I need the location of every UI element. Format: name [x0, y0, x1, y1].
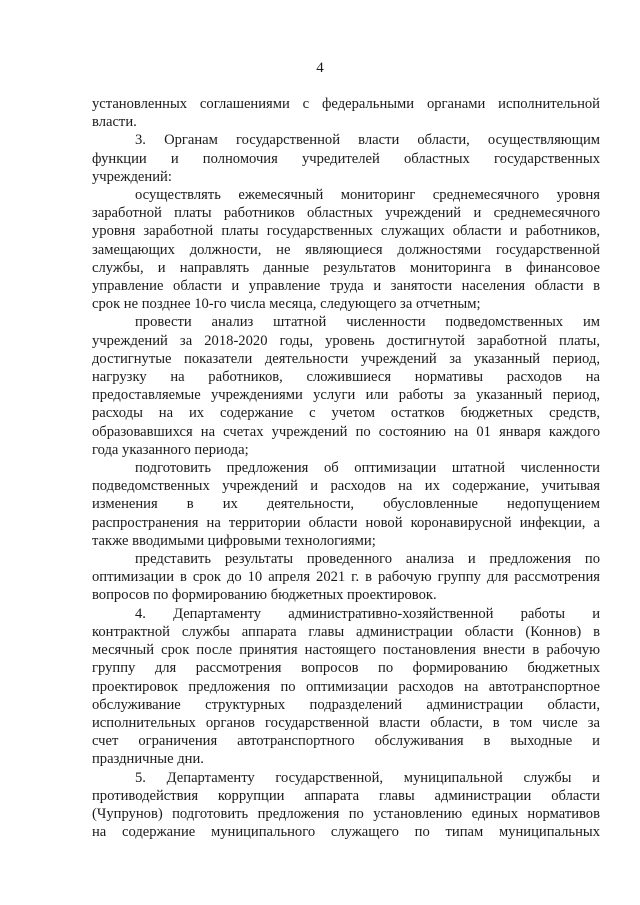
text-line: расходы на их содержание с учетом остатков бюджетных средств, [92, 405, 600, 422]
text-line: на содержание муниципального служащего по типам муниципальных [92, 824, 600, 841]
text-line: исполнительных органов государственной власти области, в том числе за [92, 714, 600, 731]
document-body [92, 95, 600, 841]
paragraph-3-start: 3. Органам государственной власти области, осуществляющим [135, 132, 600, 149]
text-line: управление области и управление труда и занятости населения области в [92, 278, 600, 295]
text-line: проектировок предложения по оптимизации расходов на автотранспортное [92, 678, 600, 695]
text-line: подведомственных учреждений и расходов на их содержание, учитывая [92, 478, 600, 495]
text-line: оптимизации в срок до 10 апреля 2021 г. в рабочую группу для рассмотрения [92, 569, 600, 586]
text-line: представить результаты проведенного анализа и предложения по [135, 551, 600, 568]
text-line: службы, и направлять данные результатов мониторинга в финансовое [92, 259, 600, 276]
text-line: изменения в их деятельности, обусловленные недопущением [92, 496, 600, 513]
text-line: функции и полномочия учредителей областных государственных [92, 150, 600, 167]
text-line: контрактной службы аппарата главы администрации области (Коннов) в [92, 623, 600, 640]
text-line: счет ограничения автотранспортного обслуживания в выходные и [92, 733, 600, 750]
text-line: предоставляемые учреждениями услуги или работы за указанный период, [92, 387, 600, 404]
text-line: подготовить предложения об оптимизации штатной численности [135, 460, 600, 477]
text-line: обслуживание структурных подразделений администрации области, [92, 696, 600, 713]
text-line: замещающих должности, не являющиеся должностями государственной [92, 241, 600, 258]
text-line: месячный срок после принятия настоящего постановления внести в рабочую [92, 642, 600, 659]
paragraph-5-start: 5. Департаменту государственной, муниципальной службы и [135, 769, 600, 786]
text-line: установленных соглашениями с федеральными органами исполнительной [92, 96, 600, 112]
text-line: заработной платы работников областных учреждений и среднемесячного [92, 205, 600, 222]
text-line: противодействия коррупции аппарата главы администрации области [92, 787, 600, 804]
text-line: власти. [92, 114, 137, 131]
text-line: уровня заработной платы государственных служащих области и работников, [92, 223, 600, 240]
text-line: учреждений: [92, 168, 172, 185]
paragraph-4-start: 4. Департаменту административно-хозяйственной работы и [135, 605, 600, 622]
text-line: вопросов по формированию бюджетных проектировок. [92, 587, 437, 604]
page-number: 4 [316, 60, 324, 76]
text-line: (Чупрунов) подготовить предложения по установлению единых нормативов [92, 805, 600, 822]
text-line: образовавшихся на счетах учреждений по состоянию на 01 января каждого [92, 423, 600, 440]
text-line: также вводимыми цифровыми технологиями; [92, 532, 376, 549]
text-line: праздничные дни. [92, 751, 204, 768]
text-line: распространения на территории области новой коронавирусной инфекции, а [92, 514, 600, 531]
text-line: группу для рассмотрения вопросов по формированию бюджетных [92, 660, 600, 677]
text-line: осуществлять ежемесячный мониторинг среднемесячного уровня [135, 187, 600, 204]
text-line: срок не позднее 10-го числа месяца, следующего за отчетным; [92, 296, 481, 313]
text-line: нагрузку на работников, сложившиеся нормативы расходов на [92, 369, 600, 386]
text-line: года указанного периода; [92, 441, 249, 458]
text-line: провести анализ штатной численности подведомственных им [135, 314, 600, 331]
text-line: учреждений за 2018-2020 годы, уровень достигнутой заработной платы, [92, 332, 600, 349]
text-line: достигнутые показатели деятельности учреждений за указанный период, [92, 350, 600, 367]
